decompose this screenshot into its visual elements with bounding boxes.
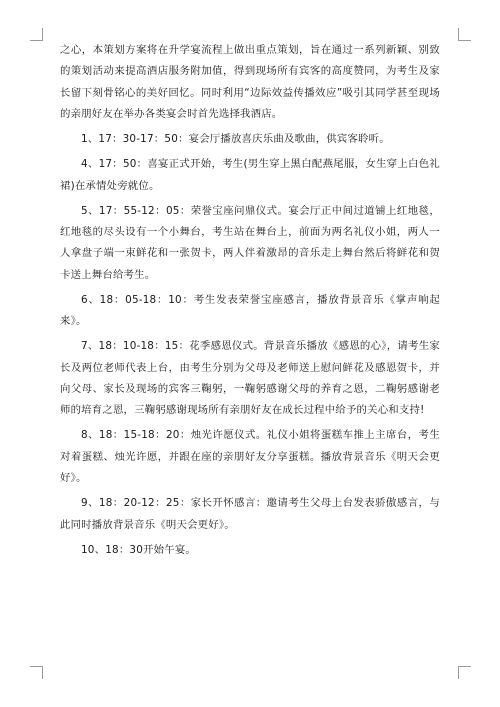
crop-mark-top-right xyxy=(458,28,471,41)
paragraph-item-4: 4、17：50：喜宴正式开始，考生(男生穿上黑白配燕尾服，女生穿上白色礼裙)在承情处旁就位。 xyxy=(60,158,440,192)
document-body xyxy=(60,40,440,565)
paragraph-item-6: 6、18：05-18：10：考生发表荣誉宝座感言，播放背景音乐《掌声响起来》。 xyxy=(60,293,440,328)
paragraph-item-9: 9、18：20-12：25：家长开怀感言：邀请考生父母上台发表骄傲感言，与此同时播放背景音乐《明天会更好》。 xyxy=(60,497,440,531)
paragraph-item-10: 10、18：30开始午宴。 xyxy=(81,543,196,556)
paragraph-item-1: 1、17：30-17：50：宴会厅播放喜庆乐曲及歌曲，供宾客聆听。 xyxy=(81,133,390,146)
crop-mark-top-left xyxy=(30,28,43,41)
paragraph-item-7: 7、18：10-18：15：花季感恩仪式。背景音乐播放《感恩的心》，请考生家长及两位老师代表上台，由考生分别为父母及老师送上慰问鲜花及感恩贺卡，并向父母、家长及现场的宾客三鞠躬，一鞠躬感谢父母的养育之恩，二鞠躬感谢老师的培育之恩，三鞠躬感谢现场所有亲朋好友在成长过程中给予的关心和支持! xyxy=(60,340,440,417)
paragraph-intro: 之心，本策划方案将在升学宴流程上做出重点策划，旨在通过一系列新颖、别致的策划活动来提高酒店服务附加值，得到现场所有宾客的高度赞同，为考生及家长留下刻骨铭心的美好回忆。同时利用“边际效益传播效应”吸引其同学甚至现场的亲朋好友在举办各类宴会时首先选择我酒店。 xyxy=(60,44,440,121)
paragraph-item-8: 8、18：15-18：20：烛光许愿仪式。礼仪小姐将蛋糕车推上主席台，考生对着蛋糕、烛光许愿，并跟在座的亲朋好友分享蛋糕。播放背景音乐《明天会更好》。 xyxy=(60,429,440,485)
crop-mark-bottom-right xyxy=(458,666,471,679)
paragraph-item-5: 5、17：55-12：05：荣誉宝座问鼎仪式。宴会厅正中间过道铺上红地毯，红地毯的尽头设有一个小舞台，考生站在舞台上，前面为两名礼仪小姐，两人一人拿盘子端一束鲜花和一张贺卡，两人伴着激昂的音乐走上舞台然后将鲜花和贺卡送上舞台给考生。 xyxy=(60,204,440,281)
crop-mark-bottom-left xyxy=(30,666,43,679)
